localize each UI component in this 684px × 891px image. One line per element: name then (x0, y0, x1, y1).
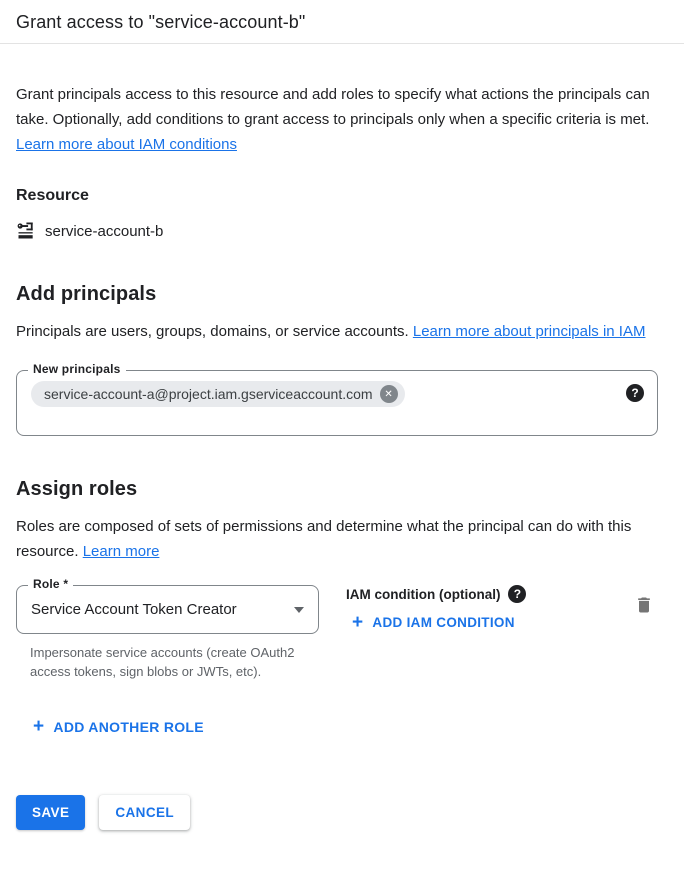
roles-description (16, 514, 658, 564)
add-iam-condition-label: ADD IAM CONDITION (372, 615, 515, 630)
dialog-title: Grant access to "service-account-b" (16, 12, 306, 32)
plus-icon: + (352, 611, 364, 633)
assign-roles-heading: Assign roles (16, 478, 138, 500)
roles-description-text: Roles are composed of sets of permissions and determine what the principal can do with this resource. (16, 518, 632, 560)
principal-chip[interactable] (31, 381, 405, 407)
intro-paragraph (16, 82, 658, 157)
add-iam-condition-button[interactable] (352, 611, 515, 633)
role-binding-row (16, 577, 658, 681)
delete-role-button[interactable] (634, 595, 654, 618)
role-select[interactable] (16, 577, 319, 634)
save-button[interactable]: SAVE (16, 795, 85, 830)
plus-icon: + (33, 716, 45, 737)
resource-name: service-account-b (45, 222, 164, 240)
help-icon-glyph: ? (631, 386, 639, 400)
condition-column (346, 585, 634, 633)
new-principals-label: New principals (28, 362, 126, 376)
service-account-icon (16, 221, 36, 241)
role-selected-value: Service Account Token Creator (31, 601, 237, 618)
dialog-actions (0, 795, 684, 830)
add-another-role-button[interactable] (33, 716, 204, 737)
condition-help-icon[interactable] (508, 585, 526, 603)
chip-remove-icon[interactable] (380, 385, 398, 403)
new-principals-field[interactable] (16, 362, 658, 436)
dropdown-arrow-icon (294, 607, 304, 613)
principals-help-icon[interactable] (626, 384, 644, 402)
help-icon-glyph: ? (513, 587, 522, 601)
resource-heading: Resource (16, 187, 89, 204)
role-column (16, 577, 319, 681)
iam-condition-label: IAM condition (optional) (346, 586, 501, 602)
dialog-header (0, 0, 684, 44)
roles-learn-more-link[interactable]: Learn more (82, 543, 160, 560)
principals-description-text: Principals are users, groups, domains, or service accounts. (16, 323, 409, 340)
intro-text: Grant principals access to this resource and add roles to specify what actions the principals can take. Optionally, add conditions to grant access to principals only when a specific criteria is met. (16, 86, 650, 128)
trash-icon (634, 595, 654, 615)
close-icon: ✕ (384, 388, 393, 400)
resource-row (16, 221, 658, 241)
iam-conditions-link[interactable]: Learn more about IAM conditions (16, 136, 237, 153)
role-helper-text: Impersonate service accounts (create OAuth2 access tokens, sign blobs or JWTs, etc). (30, 645, 295, 679)
principals-description (16, 319, 658, 344)
role-label: Role * (28, 577, 73, 591)
add-principals-heading: Add principals (16, 283, 157, 305)
delete-role-column (634, 585, 658, 620)
dialog-body (0, 82, 684, 737)
principals-learn-more-link[interactable]: Learn more about principals in IAM (412, 323, 646, 340)
add-another-role-label: ADD ANOTHER ROLE (53, 719, 204, 735)
cancel-button[interactable]: CANCEL (99, 795, 190, 830)
principal-chip-value: service-account-a@project.iam.gserviceaccount.com (44, 386, 373, 402)
